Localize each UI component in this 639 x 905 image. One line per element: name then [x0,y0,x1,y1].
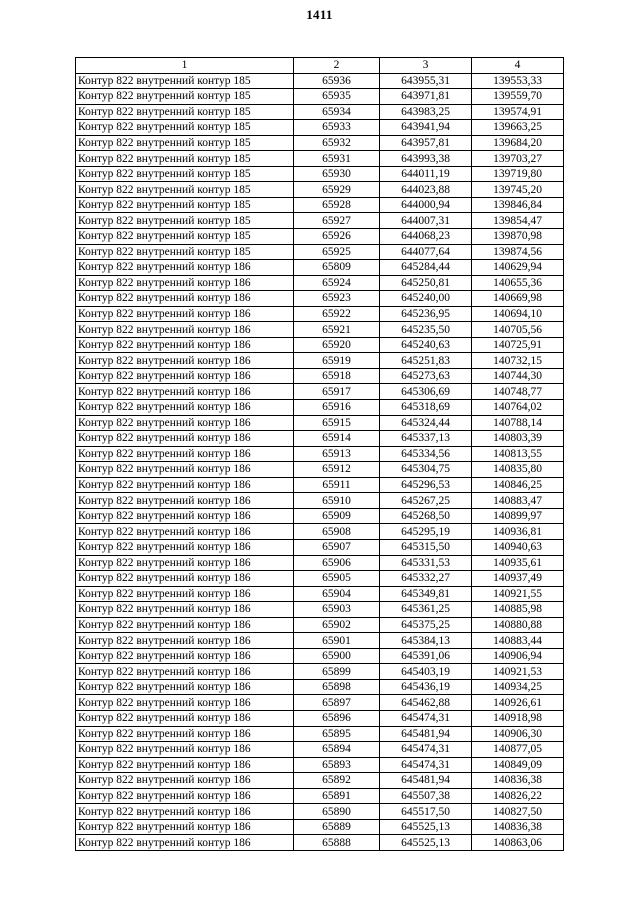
contour-name-cell: Контур 822 внутренний контур 186 [76,788,294,804]
x-coordinate-cell: 645436,19 [380,679,472,695]
x-coordinate-cell: 645324,44 [380,415,472,431]
point-number-cell: 65913 [294,446,380,462]
x-coordinate-cell: 645337,13 [380,431,472,447]
y-coordinate-cell: 140835,80 [472,462,564,478]
x-coordinate-cell: 645507,38 [380,788,472,804]
x-coordinate-cell: 644011,19 [380,166,472,182]
x-coordinate-cell: 645306,69 [380,384,472,400]
table-row [76,135,564,151]
point-number-cell: 65936 [294,73,380,89]
point-number-cell: 65900 [294,648,380,664]
table-row [76,213,564,229]
y-coordinate-cell: 140935,61 [472,555,564,571]
table-row [76,477,564,493]
contour-name-cell: Контур 822 внутренний контур 186 [76,602,294,618]
x-coordinate-cell: 644000,94 [380,197,472,213]
point-number-cell: 65904 [294,586,380,602]
y-coordinate-cell: 140836,38 [472,773,564,789]
contour-name-cell: Контур 822 внутренний контур 185 [76,244,294,260]
contour-name-cell: Контур 822 внутренний контур 186 [76,477,294,493]
contour-name-cell: Контур 822 внутренний контур 186 [76,726,294,742]
contour-name-cell: Контур 822 внутренний контур 185 [76,151,294,167]
contour-name-cell: Контур 822 внутренний контур 186 [76,586,294,602]
x-coordinate-cell: 643971,81 [380,89,472,105]
contour-name-cell: Контур 822 внутренний контур 186 [76,648,294,664]
table-row [76,633,564,649]
x-coordinate-cell: 645315,50 [380,539,472,555]
contour-name-cell: Контур 822 внутренний контур 186 [76,415,294,431]
x-coordinate-cell: 645474,31 [380,757,472,773]
y-coordinate-cell: 140655,36 [472,275,564,291]
x-coordinate-cell: 645251,83 [380,353,472,369]
contour-name-cell: Контур 822 внутренний контур 186 [76,260,294,276]
y-coordinate-cell: 140926,61 [472,695,564,711]
point-number-cell: 65916 [294,400,380,416]
table-row [76,835,564,851]
point-number-cell: 65907 [294,539,380,555]
x-coordinate-cell: 645240,00 [380,291,472,307]
x-coordinate-cell: 645517,50 [380,804,472,820]
point-number-cell: 65923 [294,291,380,307]
contour-name-cell: Контур 822 внутренний контур 186 [76,742,294,758]
y-coordinate-cell: 140836,38 [472,819,564,835]
contour-name-cell: Контур 822 внутренний контур 186 [76,431,294,447]
x-coordinate-cell: 645296,53 [380,477,472,493]
y-coordinate-cell: 139663,25 [472,120,564,136]
x-coordinate-cell: 645240,63 [380,337,472,353]
column-header-2: 2 [294,58,380,74]
x-coordinate-cell: 645267,25 [380,493,472,509]
point-number-cell: 65910 [294,493,380,509]
table-row [76,89,564,105]
table-row [76,368,564,384]
x-coordinate-cell: 643941,94 [380,120,472,136]
x-coordinate-cell: 645525,13 [380,819,472,835]
contour-name-cell: Контур 822 внутренний контур 186 [76,493,294,509]
table-row [76,571,564,587]
x-coordinate-cell: 645331,53 [380,555,472,571]
x-coordinate-cell: 645375,25 [380,617,472,633]
table-row [76,415,564,431]
y-coordinate-cell: 140885,98 [472,602,564,618]
y-coordinate-cell: 140937,49 [472,571,564,587]
y-coordinate-cell: 139846,84 [472,197,564,213]
point-number-cell: 65924 [294,275,380,291]
contour-name-cell: Контур 822 внутренний контур 186 [76,306,294,322]
y-coordinate-cell: 139870,98 [472,229,564,245]
y-coordinate-cell: 140827,50 [472,804,564,820]
table-row [76,197,564,213]
table-row [76,804,564,820]
contour-name-cell: Контур 822 внутренний контур 185 [76,104,294,120]
y-coordinate-cell: 140846,25 [472,477,564,493]
table-row [76,819,564,835]
x-coordinate-cell: 645284,44 [380,260,472,276]
contour-name-cell: Контур 822 внутренний контур 186 [76,524,294,540]
point-number-cell: 65893 [294,757,380,773]
column-header-4: 4 [472,58,564,74]
y-coordinate-cell: 140940,63 [472,539,564,555]
table-row [76,353,564,369]
contour-name-cell: Контур 822 внутренний контур 186 [76,571,294,587]
contour-name-cell: Контур 822 внутренний контур 185 [76,120,294,136]
x-coordinate-cell: 645268,50 [380,508,472,524]
y-coordinate-cell: 140705,56 [472,322,564,338]
x-coordinate-cell: 645250,81 [380,275,472,291]
y-coordinate-cell: 140899,97 [472,508,564,524]
point-number-cell: 65927 [294,213,380,229]
y-coordinate-cell: 139745,20 [472,182,564,198]
y-coordinate-cell: 140849,09 [472,757,564,773]
table-row [76,446,564,462]
table-row [76,539,564,555]
point-number-cell: 65901 [294,633,380,649]
point-number-cell: 65918 [294,368,380,384]
point-number-cell: 65809 [294,260,380,276]
point-number-cell: 65932 [294,135,380,151]
y-coordinate-cell: 140748,77 [472,384,564,400]
point-number-cell: 65906 [294,555,380,571]
table-row [76,322,564,338]
y-coordinate-cell: 140883,47 [472,493,564,509]
table-row [76,166,564,182]
y-coordinate-cell: 140694,10 [472,306,564,322]
contour-name-cell: Контур 822 внутренний контур 186 [76,322,294,338]
x-coordinate-cell: 645332,27 [380,571,472,587]
table-row [76,244,564,260]
x-coordinate-cell: 645295,19 [380,524,472,540]
y-coordinate-cell: 140883,44 [472,633,564,649]
x-coordinate-cell: 644068,23 [380,229,472,245]
point-number-cell: 65914 [294,431,380,447]
contour-name-cell: Контур 822 внутренний контур 186 [76,275,294,291]
y-coordinate-cell: 140863,06 [472,835,564,851]
y-coordinate-cell: 140669,98 [472,291,564,307]
point-number-cell: 65912 [294,462,380,478]
table-row [76,742,564,758]
y-coordinate-cell: 140921,53 [472,664,564,680]
point-number-cell: 65908 [294,524,380,540]
y-coordinate-cell: 140906,94 [472,648,564,664]
y-coordinate-cell: 140826,22 [472,788,564,804]
table-row [76,679,564,695]
point-number-cell: 65922 [294,306,380,322]
point-number-cell: 65929 [294,182,380,198]
point-number-cell: 65888 [294,835,380,851]
point-number-cell: 65909 [294,508,380,524]
contour-name-cell: Контур 822 внутренний контур 186 [76,337,294,353]
table-row [76,664,564,680]
y-coordinate-cell: 140880,88 [472,617,564,633]
point-number-cell: 65925 [294,244,380,260]
y-coordinate-cell: 140803,39 [472,431,564,447]
table-row [76,757,564,773]
contour-name-cell: Контур 822 внутренний контур 185 [76,135,294,151]
contour-name-cell: Контур 822 внутренний контур 185 [76,89,294,105]
y-coordinate-cell: 139703,27 [472,151,564,167]
contour-name-cell: Контур 822 внутренний контур 185 [76,213,294,229]
y-coordinate-cell: 140934,25 [472,679,564,695]
table-row [76,337,564,353]
y-coordinate-cell: 139684,20 [472,135,564,151]
y-coordinate-cell: 140788,14 [472,415,564,431]
x-coordinate-cell: 644023,88 [380,182,472,198]
point-number-cell: 65911 [294,477,380,493]
coordinates-table [75,57,564,851]
table-header-row [76,58,564,74]
x-coordinate-cell: 643957,81 [380,135,472,151]
contour-name-cell: Контур 822 внутренний контур 186 [76,757,294,773]
x-coordinate-cell: 645384,13 [380,633,472,649]
y-coordinate-cell: 139574,91 [472,104,564,120]
y-coordinate-cell: 139559,70 [472,89,564,105]
table-row [76,695,564,711]
table-row [76,182,564,198]
point-number-cell: 65919 [294,353,380,369]
table-row [76,462,564,478]
point-number-cell: 65903 [294,602,380,618]
point-number-cell: 65902 [294,617,380,633]
x-coordinate-cell: 645273,63 [380,368,472,384]
x-coordinate-cell: 645334,56 [380,446,472,462]
contour-name-cell: Контур 822 внутренний контур 186 [76,384,294,400]
x-coordinate-cell: 645481,94 [380,773,472,789]
contour-name-cell: Контур 822 внутренний контур 186 [76,679,294,695]
contour-name-cell: Контур 822 внутренний контур 186 [76,555,294,571]
table-row [76,493,564,509]
point-number-cell: 65933 [294,120,380,136]
table-row [76,260,564,276]
x-coordinate-cell: 645474,31 [380,710,472,726]
table-row [76,73,564,89]
point-number-cell: 65891 [294,788,380,804]
x-coordinate-cell: 645235,50 [380,322,472,338]
x-coordinate-cell: 645403,19 [380,664,472,680]
table-row [76,586,564,602]
x-coordinate-cell: 643955,31 [380,73,472,89]
y-coordinate-cell: 140936,81 [472,524,564,540]
x-coordinate-cell: 645391,06 [380,648,472,664]
x-coordinate-cell: 644007,31 [380,213,472,229]
point-number-cell: 65928 [294,197,380,213]
point-number-cell: 65890 [294,804,380,820]
y-coordinate-cell: 140764,02 [472,400,564,416]
x-coordinate-cell: 645481,94 [380,726,472,742]
contour-name-cell: Контур 822 внутренний контур 186 [76,539,294,555]
x-coordinate-cell: 645462,88 [380,695,472,711]
table-row [76,508,564,524]
table-row [76,788,564,804]
x-coordinate-cell: 645304,75 [380,462,472,478]
point-number-cell: 65895 [294,726,380,742]
point-number-cell: 65930 [294,166,380,182]
point-number-cell: 65896 [294,710,380,726]
y-coordinate-cell: 139874,56 [472,244,564,260]
table-row [76,384,564,400]
contour-name-cell: Контур 822 внутренний контур 186 [76,633,294,649]
point-number-cell: 65926 [294,229,380,245]
column-header-3: 3 [380,58,472,74]
table-body [76,73,564,850]
table-row [76,773,564,789]
point-number-cell: 65899 [294,664,380,680]
x-coordinate-cell: 645474,31 [380,742,472,758]
contour-name-cell: Контур 822 внутренний контур 185 [76,197,294,213]
contour-name-cell: Контур 822 внутренний контур 186 [76,508,294,524]
contour-name-cell: Контур 822 внутренний контур 186 [76,462,294,478]
point-number-cell: 65920 [294,337,380,353]
contour-name-cell: Контур 822 внутренний контур 186 [76,695,294,711]
table-row [76,617,564,633]
point-number-cell: 65915 [294,415,380,431]
x-coordinate-cell: 645349,81 [380,586,472,602]
table-row [76,151,564,167]
point-number-cell: 65934 [294,104,380,120]
point-number-cell: 65889 [294,819,380,835]
table-row [76,400,564,416]
y-coordinate-cell: 140629,94 [472,260,564,276]
point-number-cell: 65921 [294,322,380,338]
contour-name-cell: Контур 822 внутренний контур 186 [76,819,294,835]
contour-name-cell: Контур 822 внутренний контур 186 [76,353,294,369]
table-row [76,291,564,307]
y-coordinate-cell: 140921,55 [472,586,564,602]
point-number-cell: 65905 [294,571,380,587]
table-row [76,229,564,245]
y-coordinate-cell: 139553,33 [472,73,564,89]
point-number-cell: 65935 [294,89,380,105]
y-coordinate-cell: 139719,80 [472,166,564,182]
table-row [76,275,564,291]
table-row [76,555,564,571]
contour-name-cell: Контур 822 внутренний контур 186 [76,291,294,307]
contour-name-cell: Контур 822 внутренний контур 186 [76,446,294,462]
contour-name-cell: Контур 822 внутренний контур 186 [76,400,294,416]
x-coordinate-cell: 645236,95 [380,306,472,322]
y-coordinate-cell: 140906,30 [472,726,564,742]
y-coordinate-cell: 139854,47 [472,213,564,229]
x-coordinate-cell: 644077,64 [380,244,472,260]
y-coordinate-cell: 140725,91 [472,337,564,353]
table-row [76,104,564,120]
contour-name-cell: Контур 822 внутренний контур 186 [76,664,294,680]
x-coordinate-cell: 645361,25 [380,602,472,618]
y-coordinate-cell: 140918,98 [472,710,564,726]
y-coordinate-cell: 140744,30 [472,368,564,384]
contour-name-cell: Контур 822 внутренний контур 186 [76,710,294,726]
point-number-cell: 65931 [294,151,380,167]
page-number: 1411 [306,7,333,22]
point-number-cell: 65898 [294,679,380,695]
table-row [76,602,564,618]
table-row [76,524,564,540]
x-coordinate-cell: 643993,38 [380,151,472,167]
point-number-cell: 65894 [294,742,380,758]
contour-name-cell: Контур 822 внутренний контур 186 [76,835,294,851]
contour-name-cell: Контур 822 внутренний контур 186 [76,617,294,633]
contour-name-cell: Контур 822 внутренний контур 185 [76,166,294,182]
table-row [76,648,564,664]
point-number-cell: 65892 [294,773,380,789]
y-coordinate-cell: 140732,15 [472,353,564,369]
table-row [76,306,564,322]
table-row [76,431,564,447]
point-number-cell: 65917 [294,384,380,400]
contour-name-cell: Контур 822 внутренний контур 185 [76,73,294,89]
contour-name-cell: Контур 822 внутренний контур 185 [76,182,294,198]
table-row [76,120,564,136]
x-coordinate-cell: 645318,69 [380,400,472,416]
y-coordinate-cell: 140877,05 [472,742,564,758]
y-coordinate-cell: 140813,55 [472,446,564,462]
x-coordinate-cell: 643983,25 [380,104,472,120]
column-header-1: 1 [76,58,294,74]
contour-name-cell: Контур 822 внутренний контур 185 [76,229,294,245]
table-row [76,710,564,726]
point-number-cell: 65897 [294,695,380,711]
contour-name-cell: Контур 822 внутренний контур 186 [76,773,294,789]
contour-name-cell: Контур 822 внутренний контур 186 [76,804,294,820]
table-row [76,726,564,742]
contour-name-cell: Контур 822 внутренний контур 186 [76,368,294,384]
x-coordinate-cell: 645525,13 [380,835,472,851]
